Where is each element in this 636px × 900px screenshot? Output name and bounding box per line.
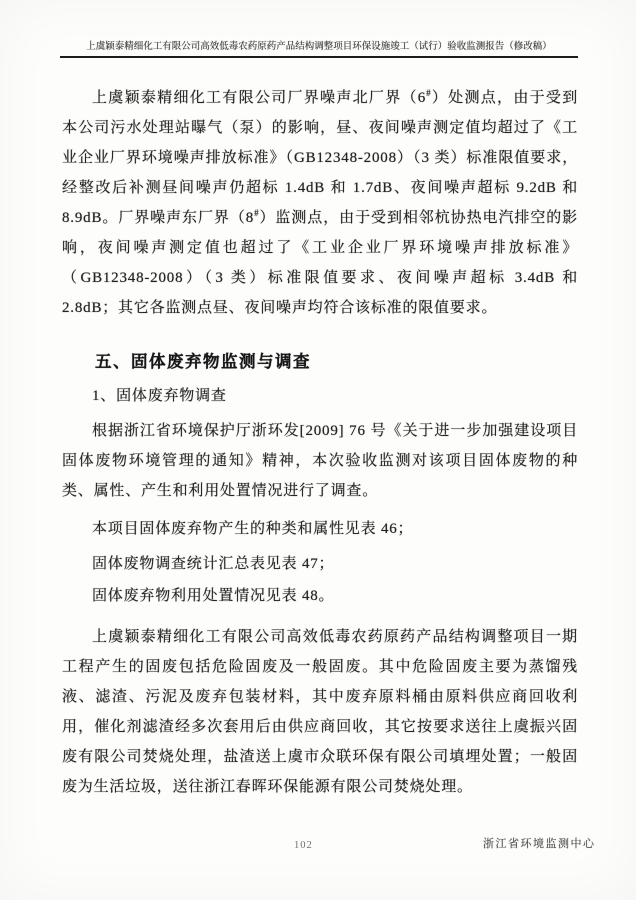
superscript-hash: # xyxy=(254,208,260,218)
subsection-heading-survey: 1、固体废弃物调查 xyxy=(92,388,227,404)
paragraph-survey-basis: 根据浙江省环境保护厅浙环发[2009] 76 号《关于进一步加强建设项目固体废物环境管理的通知》精神，本次验收监测对该项目固体废物的种类、属性、产生和利用处置情况进行了调查。 xyxy=(62,423,578,499)
noise-text-segment-3: ）监测点，由于受到相邻杭协热电汽排空的影响，夜间噪声测定值也超过了《工业企业厂界环境噪声排放标准》（GB12348-2008）（3 类）标准限值要求、夜间噪声超标 3.4dB 和 2.8dB；其它各监测点昼、夜间噪声均符合该标准的限值要求。 xyxy=(62,210,578,316)
noise-text-segment-1: 上虞颖泰精细化工有限公司厂界噪声北厂界（6 xyxy=(92,90,427,106)
section-heading-solid-waste: 五、固体废弃物监测与调查 xyxy=(95,352,311,371)
noise-text-segment-2: ）处测点，由于受到本公司污水处理站曝气（泵）的影响，昼、夜间噪声测定值均超过了《工业企业厂界环境噪声排放标准》（GB12348-2008）（3 类）标准限值要求，经整改后补测昼间噪声仍超标 1.4dB 和 1.7dB、夜间噪声超标 9.2dB 和 8.9dB。厂界噪声东厂界（8 xyxy=(62,90,578,226)
table-reference-46: 本项目固体废弃物产生的种类和属性见表 46； xyxy=(92,521,414,537)
running-header-title: 上虞颖泰精细化工有限公司高效低毒农药原药产品结构调整项目环保设施竣工（试行）验收监测报告（修改稿） xyxy=(86,42,552,52)
document-body xyxy=(62,70,578,802)
superscript-hash: # xyxy=(426,88,432,98)
footer-organization: 浙江省环境监测中心 xyxy=(483,838,596,850)
table-reference-47: 固体废物调查统计汇总表见表 47； xyxy=(92,556,335,572)
running-header xyxy=(60,38,578,58)
paragraph-noise-summary xyxy=(62,83,578,323)
page-number: 102 xyxy=(294,840,313,851)
paragraph-solid-waste-disposal: 上虞颖泰精细化工有限公司高效低毒农药原药产品结构调整项目一期工程产生的固废包括危险固废及一般固废。其中危险固废主要为蒸馏残液、滤渣、污泥及废弃包装材料，其中废弃原料桶由原料供应商回收利用，催化剂滤渣经多次套用后由供应商回收，其它按要求送往上虞振兴固废有限公司焚烧处理，盐渣送上虞市众联环保有限公司填埋处置；一般固废为生活垃圾，送往浙江春晖环保能源有限公司焚烧处理。 xyxy=(62,629,578,795)
table-reference-48: 固体废弃物利用处置情况见表 48。 xyxy=(92,588,335,604)
